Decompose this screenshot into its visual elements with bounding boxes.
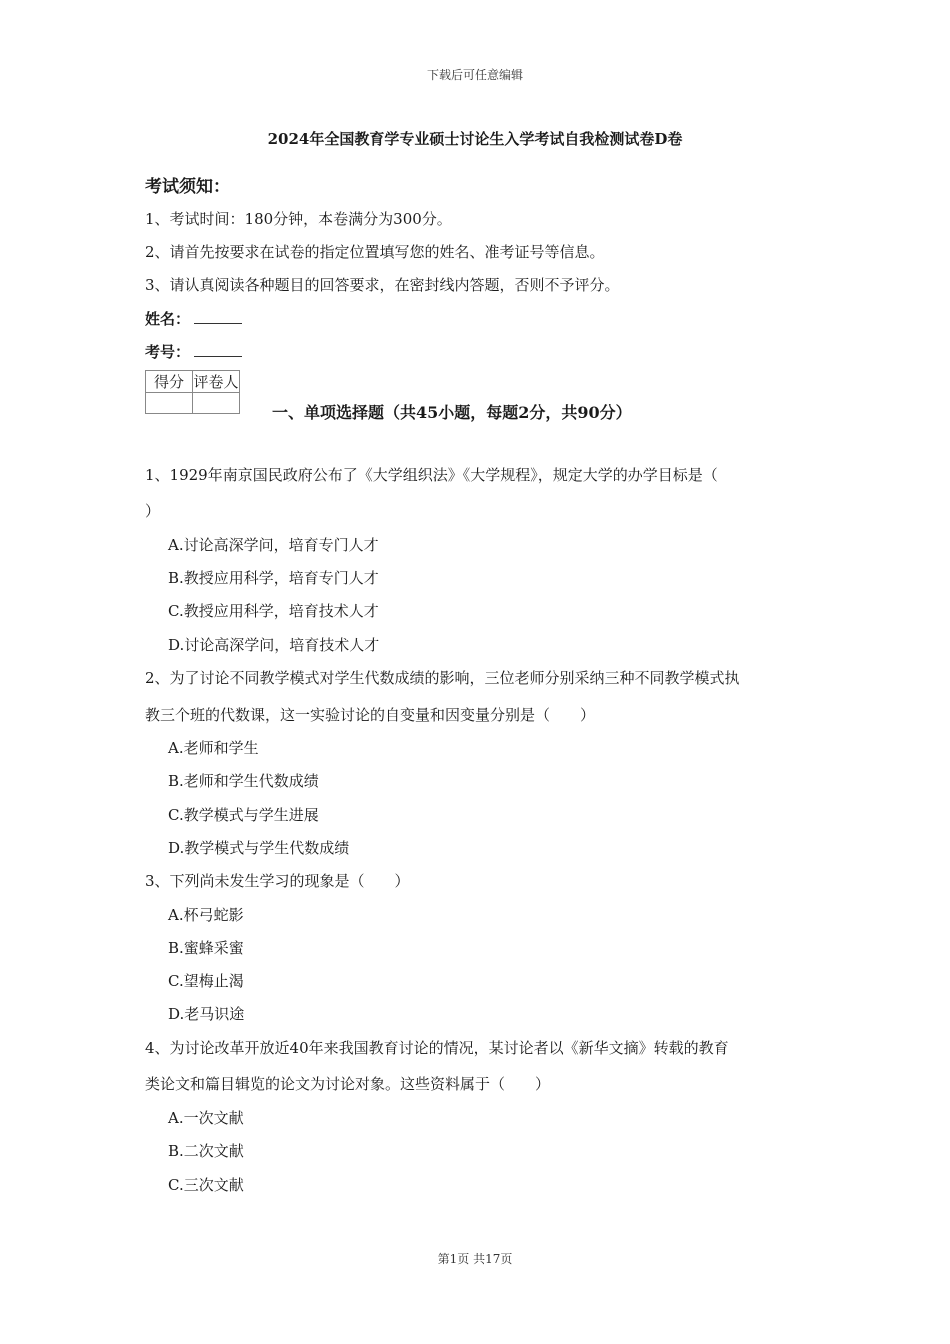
question-3-option-d: D.老马识途 — [168, 1005, 245, 1023]
notice-item: 2、请首先按要求在试卷的指定位置填写您的姓名、准考证号等信息。 — [145, 243, 605, 261]
score-table — [145, 370, 240, 414]
id-field — [145, 341, 242, 362]
notice-item: 1、考试时间：180分钟，本卷满分为300分。 — [145, 210, 452, 228]
question-2-option-d: D.教学模式与学生代数成绩 — [168, 839, 350, 857]
question-1-option-c: C.教授应用科学，培育技术人才 — [168, 602, 379, 620]
score-header: 得分 — [146, 371, 193, 393]
question-4-option-a: A.一次文献 — [168, 1109, 244, 1127]
question-2-text: 教三个班的代数课，这一实验讨论的自变量和因变量分别是（ ） — [145, 706, 596, 724]
question-1-option-a: A.讨论高深学问，培育专门人才 — [168, 536, 379, 554]
question-2-text: 2、为了讨论不同教学模式对学生代数成绩的影响，三位老师分别采纳三种不同教学模式执 — [145, 669, 740, 687]
question-1-option-b: B.教授应用科学，培育专门人才 — [168, 569, 379, 587]
question-4-option-c: C.三次文献 — [168, 1176, 244, 1194]
header-note: 下载后可任意编辑 — [426, 68, 523, 82]
question-4-text: 4、为讨论改革开放近40年来我国教育讨论的情况，某讨论者以《新华文摘》转载的教育 — [145, 1039, 729, 1057]
question-1-text: 1、1929年南京国民政府公布了《大学组织法》《大学规程》，规定大学的办学目标是（ — [145, 466, 718, 484]
section-title: 一、单项选择题（共45小题，每题2分，共90分） — [272, 403, 632, 422]
question-2-option-c: C.教学模式与学生进展 — [168, 806, 319, 824]
name-blank[interactable] — [194, 323, 242, 324]
page-footer: 第1页 共17页 — [437, 1252, 513, 1266]
id-blank[interactable] — [194, 356, 242, 357]
id-label: 考号： — [145, 343, 191, 361]
question-3-option-c: C.望梅止渴 — [168, 972, 244, 990]
notice-heading: 考试须知： — [145, 177, 230, 197]
question-3-option-a: A.杯弓蛇影 — [168, 906, 244, 924]
question-2-option-a: A.老师和学生 — [168, 739, 259, 757]
grader-header: 评卷人 — [193, 371, 240, 393]
score-cell[interactable] — [146, 393, 193, 414]
name-field — [145, 308, 242, 329]
question-3-option-b: B.蜜蜂采蜜 — [168, 939, 244, 957]
question-1-text: ） — [145, 502, 161, 520]
question-1-option-d: D.讨论高深学问，培育技术人才 — [168, 636, 380, 654]
document-title: 2024年全国教育学专业硕士讨论生入学考试自我检测试卷D卷 — [267, 130, 683, 148]
question-4-option-b: B.二次文献 — [168, 1142, 244, 1160]
question-3-text: 3、下列尚未发生学习的现象是（ ） — [145, 872, 410, 890]
name-label: 姓名： — [145, 310, 191, 328]
notice-item: 3、请认真阅读各种题目的回答要求，在密封线内答题，否则不予评分。 — [145, 276, 620, 294]
grader-cell[interactable] — [193, 393, 240, 414]
question-2-option-b: B.老师和学生代数成绩 — [168, 772, 319, 790]
question-4-text: 类论文和篇目辑览的论文为讨论对象。这些资料属于（ ） — [145, 1075, 551, 1093]
